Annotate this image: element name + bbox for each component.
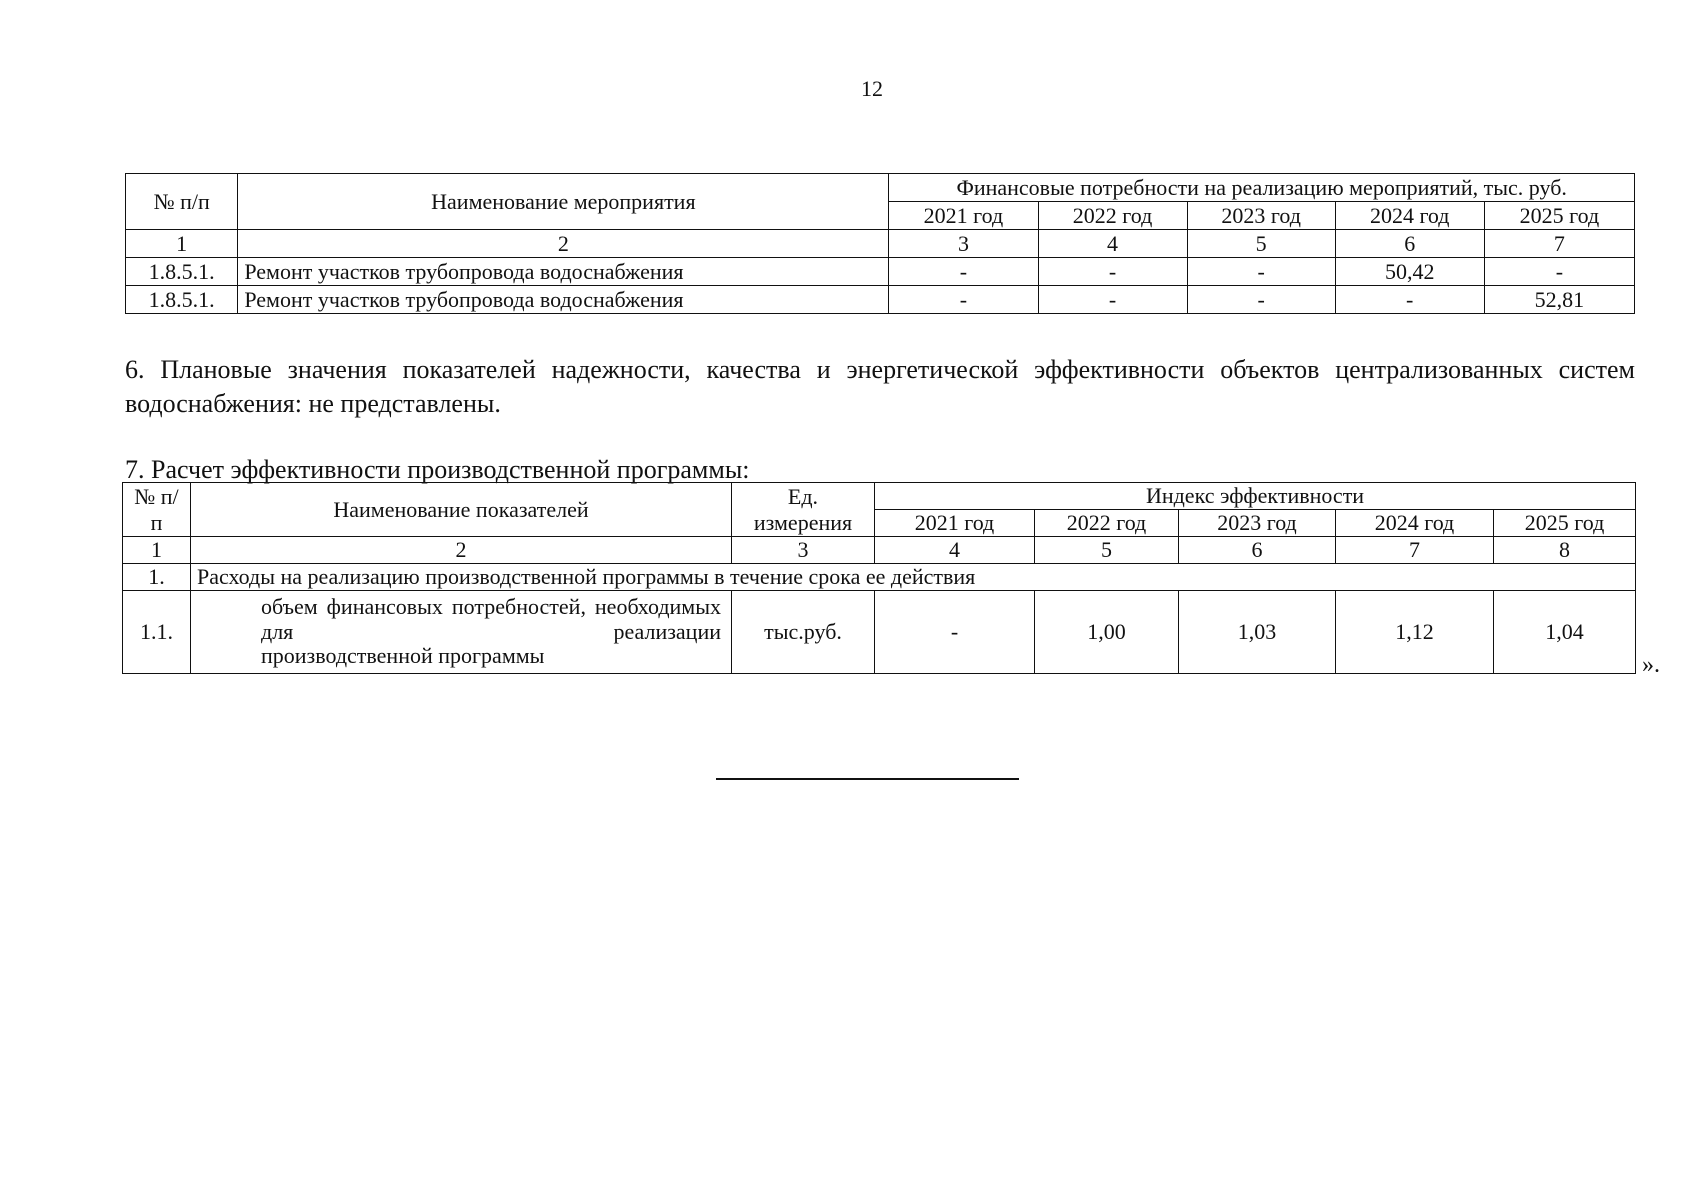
row-value: 52,81 (1484, 286, 1634, 314)
section-7-title: 7. Расчет эффективности производственной программы: (125, 455, 750, 484)
column-index-row (126, 230, 1635, 258)
column-header-group: Индекс эффективности (875, 483, 1636, 510)
column-header-year: 2022 год (1035, 510, 1179, 537)
row-name-line: объем финансовых потребностей, (261, 594, 586, 620)
row-value: - (875, 591, 1035, 674)
column-index: 3 (732, 537, 875, 564)
row-value: 1,00 (1035, 591, 1179, 674)
section-text: Расходы на реализацию производственной программы в течение срока ее действия (191, 564, 1636, 591)
row-value: 1,03 (1179, 591, 1336, 674)
column-index: 2 (238, 230, 889, 258)
column-index: 1 (123, 537, 191, 564)
section-num: 1. (123, 564, 191, 591)
column-index: 8 (1494, 537, 1636, 564)
column-index: 6 (1335, 230, 1484, 258)
table-row (123, 591, 1636, 674)
column-header-year: 2023 год (1187, 202, 1335, 230)
row-name-line: необходимых для реализации (261, 594, 721, 644)
row-name (191, 591, 732, 674)
column-header-unit: Ед. измерения (732, 483, 875, 537)
column-header-year: 2024 год (1336, 510, 1494, 537)
column-header-num: № п/п (126, 174, 238, 230)
row-value: - (889, 286, 1038, 314)
column-header-year: 2023 год (1179, 510, 1336, 537)
column-header-year: 2025 год (1494, 510, 1636, 537)
table-row (126, 258, 1635, 286)
row-value: - (889, 258, 1038, 286)
column-index: 2 (191, 537, 732, 564)
column-index: 3 (889, 230, 1038, 258)
end-rule (716, 778, 1019, 780)
row-value: - (1187, 258, 1335, 286)
row-name: Ремонт участков трубопровода водоснабжения (238, 258, 889, 286)
column-index: 4 (1038, 230, 1187, 258)
table-row (126, 286, 1635, 314)
table-header-row (126, 174, 1635, 202)
row-value: 1,04 (1494, 591, 1636, 674)
column-header-name: Наименование показателей (191, 483, 732, 537)
row-num: 1.8.5.1. (126, 258, 238, 286)
row-unit: тыс.руб. (732, 591, 875, 674)
column-index: 7 (1484, 230, 1634, 258)
row-name: Ремонт участков трубопровода водоснабжения (238, 286, 889, 314)
table-header-row (123, 483, 1636, 510)
closing-quote: ». (1642, 652, 1660, 678)
column-header-year: 2025 год (1484, 202, 1634, 230)
column-header-year: 2024 год (1335, 202, 1484, 230)
column-header-name: Наименование мероприятия (238, 174, 889, 230)
section-row (123, 564, 1636, 591)
column-header-num: № п/п (123, 483, 191, 537)
row-value: - (1038, 286, 1187, 314)
row-value: - (1038, 258, 1187, 286)
row-num: 1.1. (123, 591, 191, 674)
column-index: 5 (1187, 230, 1335, 258)
row-value: - (1335, 286, 1484, 314)
column-header-group: Финансовые потребности на реализацию мероприятий, тыс. руб. (889, 174, 1635, 202)
row-num: 1.8.5.1. (126, 286, 238, 314)
column-index: 5 (1035, 537, 1179, 564)
section-6-paragraph: 6. Плановые значения показателей надежности, качества и энергетической эффективности объектов централизованных систем водоснабжения: не представлены. (125, 355, 1635, 418)
column-index: 4 (875, 537, 1035, 564)
column-index: 7 (1336, 537, 1494, 564)
row-value: 1,12 (1336, 591, 1494, 674)
column-header-year: 2021 год (889, 202, 1038, 230)
column-index: 1 (126, 230, 238, 258)
row-value: - (1484, 258, 1634, 286)
row-value: 50,42 (1335, 258, 1484, 286)
column-index: 6 (1179, 537, 1336, 564)
column-header-year: 2021 год (875, 510, 1035, 537)
page-number: 12 (861, 76, 883, 101)
efficiency-table (122, 482, 1636, 674)
column-index-row (123, 537, 1636, 564)
column-header-year: 2022 год (1038, 202, 1187, 230)
row-value: - (1187, 286, 1335, 314)
financial-needs-table (125, 173, 1635, 314)
row-name-line: производственной программы (261, 643, 545, 669)
